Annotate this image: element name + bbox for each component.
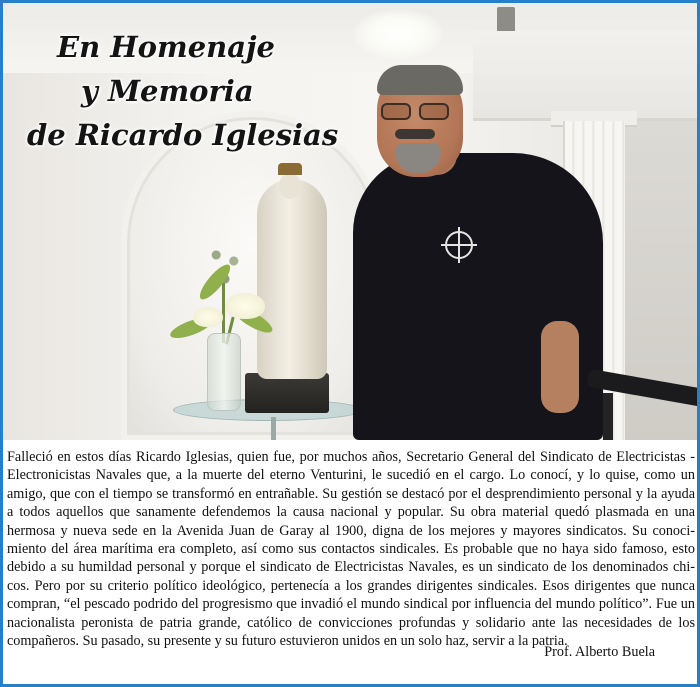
statue-base [245,373,329,413]
glasses-lens [381,103,411,120]
glasses [381,103,451,121]
ceiling-light [353,9,443,59]
glass-vase [207,333,241,411]
virgin-statue [257,179,327,379]
shelf-post [271,417,276,440]
lily-flower [193,307,223,327]
lily-flower [225,293,265,319]
ceiling-sensor [497,7,515,33]
article [7,448,695,650]
memorial-photo [3,3,697,440]
author-signature: Prof. Alberto Buela [544,644,655,660]
man-hair [377,65,463,95]
article-body: Falleció en estos días Ricardo Iglesias, quien fue, por muchos años, Secretario General del Sindicato de Electricistas - Electronicistas Navales que, a la muerte del eterno Venturini, le sucedió en el cargo. Lo conocí, y lo quise, como un amigo, que con el tiempo se transformó en entrañable. Su gestión se destacó por el desprendimiento personal y la ayuda a todos aquellos que sanamente defendemos la causa nacional y popular. Su obra material quedó plasmada en una hermosa y nueva sede en la Avenida Juan de Garay al 1900, digna de los mejores y mayores sindicatos. Su conoci-miento del área marítima era completo, así como sus contactos sindicales. Es probable que no haya sido famoso, esto debido a su humildad personal y porque el sindicato de Electricistas Navales, es un sindicato de los denominados chi-cos. Pero por su criterio político ideológico, pertenecía a los grandes dirigentes sindicales. Esos dirigentes que nunca compran, “el pescado podrido del progresismo que invadió el mundo sindical por influencia del mundo político”. Fue un nacionalista peronista de patria grande, católico de convicciones profundas y solidario ante las necesidades de los compañeros. Su pasado, su presente y su futuro estuvieron unidos en un solo haz, servir a la patria. [7,449,695,650]
statue-crown [278,163,302,175]
handrail-post [603,393,613,440]
headline-line-2: y Memoria [81,74,254,108]
statue-head [279,173,301,199]
man-arm [355,233,407,423]
mustache [395,129,435,139]
man-forearm [541,321,579,413]
headline [27,25,337,157]
crown-molding [473,31,697,121]
headline-line-1: En Homenaje [57,30,275,64]
ship-wheel-icon [445,231,473,259]
headline-line-3: de Ricardo Iglesias [27,118,339,152]
glasses-lens [419,103,449,120]
